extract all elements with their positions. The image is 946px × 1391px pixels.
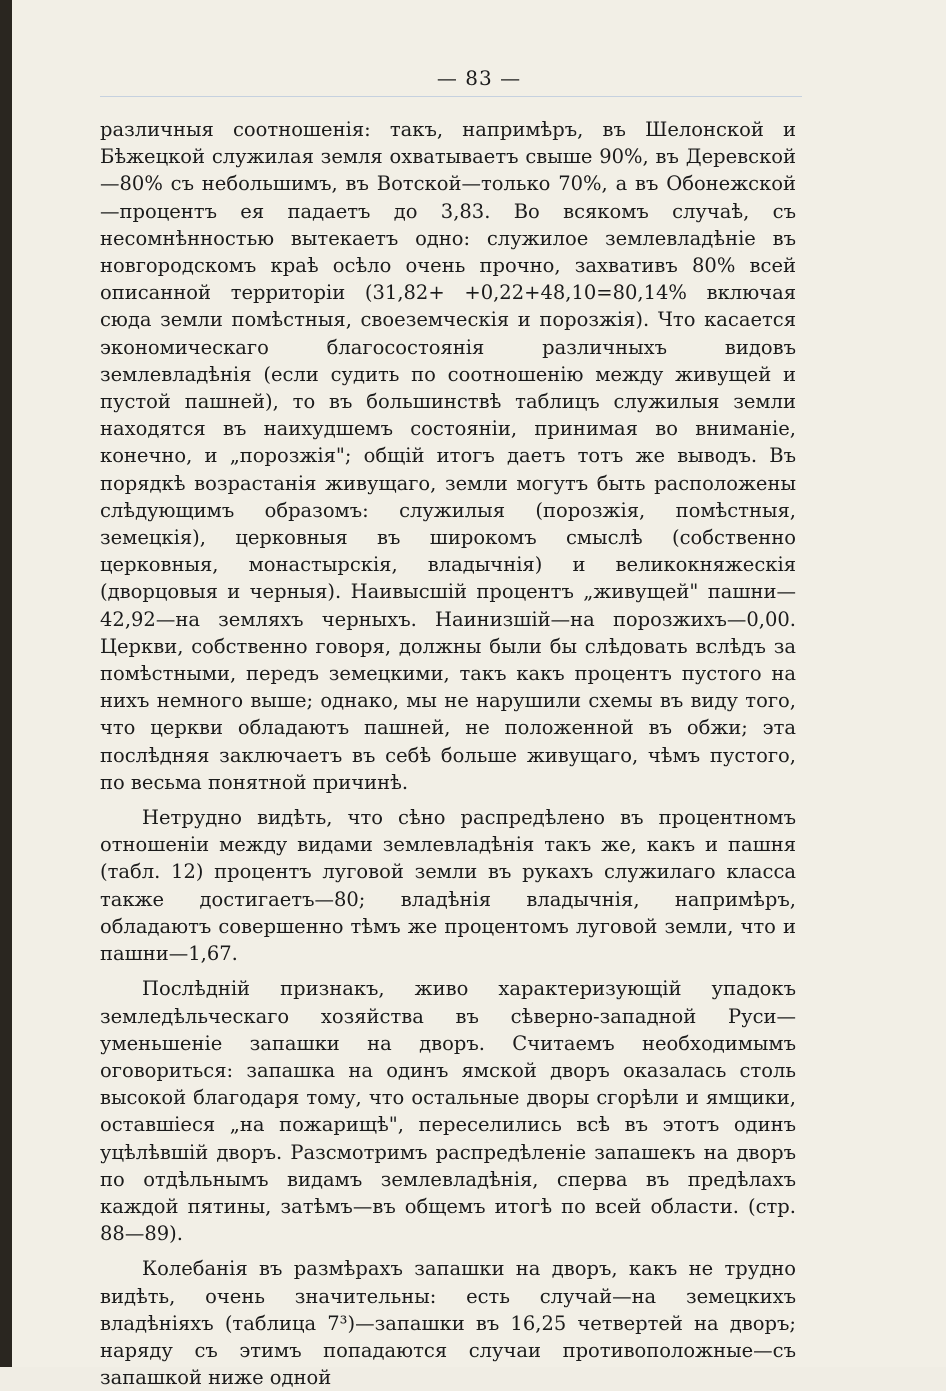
page-number: — 83 — [436,66,522,90]
header-rule [100,96,802,97]
paragraph-3: Послѣдній признакъ, живо характеризующій упадокъ земледѣльческаго хозяйства въ сѣверно-западной Руси—уменьшеніе запашки на дворъ. Считаемъ необходимымъ оговориться: запашка на одинъ ямской дворъ оказалась столь высокой благодаря тому, что остальные дворы сгорѣли и ямщики, оставшіеся „на пожарищѣ", переселились всѣ въ этотъ одинъ уцѣлѣвшій дворъ. Разсмотримъ распредѣленіе запашекъ на дворъ по отдѣльнымъ видамъ землевладѣнія, сперва въ предѣлахъ каждой пятины, затѣмъ—въ общемъ итогѣ по всей области. (стр. 88—89). [100,977,796,1246]
paragraph-2: Нетрудно видѣть, что сѣно распредѣлено въ процентномъ отношеніи между видами землевладѣнія такъ же, какъ и пашня (табл. 12) процентъ луговой земли въ рукахъ служилаго класса также достигаетъ—80; владѣнія владычнія, напримѣръ, обладаютъ совершенно тѣмъ же процентомъ луговой земли, что и пашни—1,67. [100,806,796,966]
paragraph-1: различныя соотношенія: такъ, напримѣръ, въ Шелонской и Бѣжецкой служилая земля охватываетъ свыше 90%, въ Деревской—80% съ небольшимъ, въ Вотской—только 70%, а въ Обонежской—процентъ ея падаетъ до 3,83. Во всякомъ случаѣ, съ несомнѣнностью вытекаетъ одно: служилое землевладѣніе въ новгородскомъ краѣ осѣло очень прочно, захвативъ 80% всей описанной территоріи (31,82+ +0,22+48,10=80,14% включая сюда земли помѣстныя, своеземческія и порозжія). Что касается экономическаго благосостоянія различныхъ видовъ землевладѣнія (если судить по соотношенію между живущей и пустой пашней), то въ большинствѣ таблицъ служилыя земли находятся въ наихудшемъ состояніи, принимая во вниманіе, конечно, и „порозжія"; общій итогъ даетъ тотъ же выводъ. Въ порядкѣ возрастанія живущаго, земли могутъ быть расположены слѣдующимъ образомъ: служилыя (порозжія, помѣстныя, земецкія), церковныя въ широкомъ смыслѣ (собственно церковныя, монастырскія, владычнія) и великокняжескія (дворцовыя и черныя). Наивысшій процентъ „живущей" пашни—42,92—на земляхъ черныхъ. Наинизшій—на порозжихъ—0,00. Церкви, собственно говоря, должны были бы слѣдовать вслѣдъ за помѣстными, передъ земецкими, такъ какъ процентъ пустого на нихъ немного выше; однако, мы не нарушили схемы въ виду того, что церкви обладаютъ пашней, не положенной въ обжи; эта послѣдняя заключаетъ въ себѣ больше живущаго, чѣмъ пустого, по весьма понятной причинѣ. [100,118,796,794]
paragraph-4: Колебанія въ размѣрахъ запашки на дворъ, какъ не трудно видѣть, очень значительны: есть случай—на земецкихъ владѣніяхъ (таблица 7³)—запашки въ 16,25 четвертей на дворъ; наряду съ этимъ попадаются случаи противоположные—съ запашкой ниже одной [100,1257,796,1390]
body-text [100,116,796,1391]
